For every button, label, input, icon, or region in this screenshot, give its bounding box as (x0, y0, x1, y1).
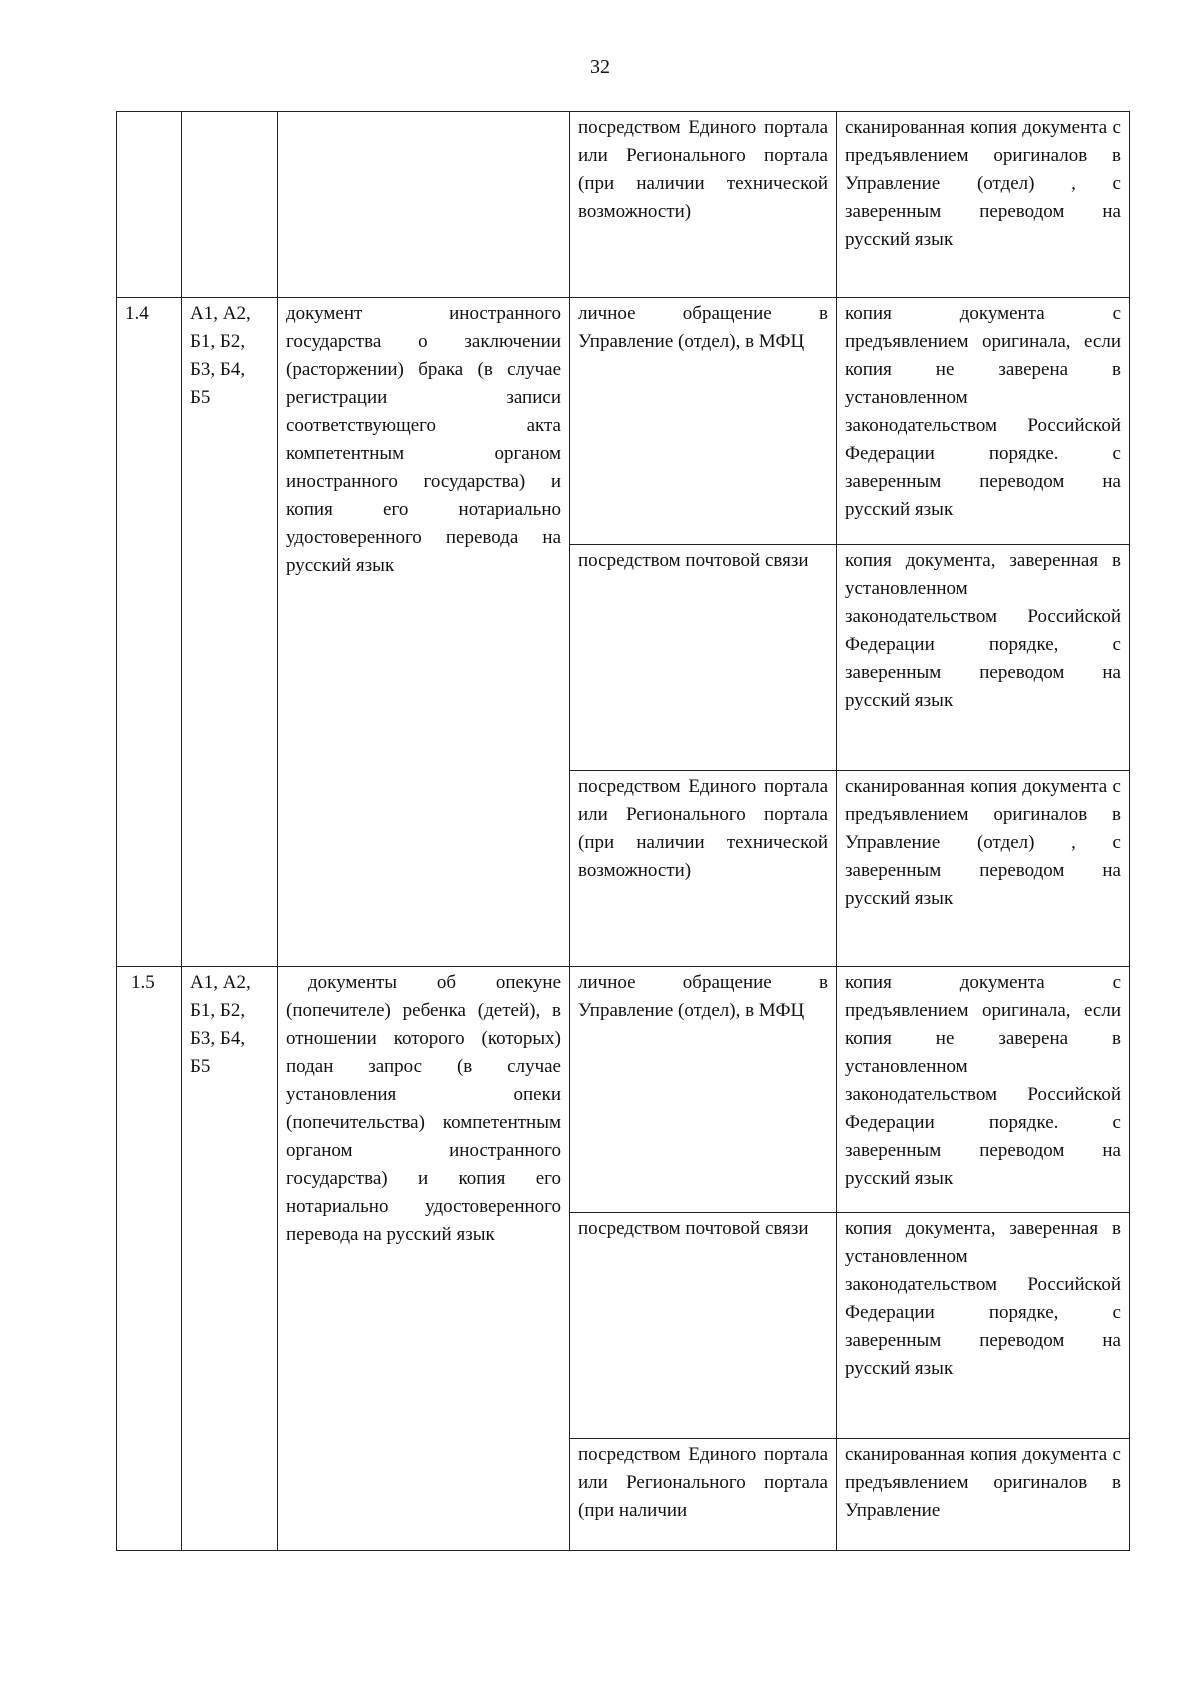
row-number-cell: 1.4 (117, 298, 182, 967)
document-form-cell: копия документа с предъявлением оригинала, если копия не заверена в установленном законодательством Российской Федерации порядке. с заверенным переводом на русский язык (837, 298, 1130, 545)
page-number: 32 (590, 56, 610, 78)
submission-method-cell: личное обращение в Управление (отдел), в МФЦ (570, 967, 837, 1213)
submission-method-cell: посредством почтовой связи (570, 1213, 837, 1439)
submission-method-cell: личное обращение в Управление (отдел), в МФЦ (570, 298, 837, 545)
submission-method-cell: посредством почтовой связи (570, 545, 837, 771)
document-form-cell: сканированная копия документа с предъявлением оригиналов в Управление (отдел) , с заверенным переводом на русский язык (837, 112, 1130, 298)
row-number-cell (117, 112, 182, 298)
table-row (117, 298, 1130, 545)
document-cell: документ иностранного государства о заключении (расторжении) брака (в случае регистрации записи соответствующего акта компетентным органом иностранного государства) и копия его нотариально удостоверенного перевода на русский язык (278, 298, 570, 967)
document-cell (278, 112, 570, 298)
table-row (117, 967, 1130, 1213)
document-form-cell: сканированная копия документа с предъявлением оригиналов в Управление (отдел) , с заверенным переводом на русский язык (837, 771, 1130, 967)
table-row (117, 112, 1130, 298)
documents-table (116, 111, 1130, 1551)
document-form-cell: копия документа с предъявлением оригинала, если копия не заверена в установленном законодательством Российской Федерации порядке. с заверенным переводом на русский язык (837, 967, 1130, 1213)
submission-method-cell: посредством Единого портала или Регионального портала (при наличии (570, 1439, 837, 1551)
document-form-cell: копия документа, заверенная в установленном законодательством Российской Федерации порядке, с заверенным переводом на русский язык (837, 1213, 1130, 1439)
document-form-cell: сканированная копия документа с предъявлением оригиналов в Управление (837, 1439, 1130, 1551)
categories-cell: А1, А2, Б1, Б2, Б3, Б4, Б5 (182, 967, 278, 1551)
categories-cell (182, 112, 278, 298)
submission-method-cell: посредством Единого портала или Регионального портала (при наличии технической возможности) (570, 112, 837, 298)
submission-method-cell: посредством Единого портала или Регионального портала (при наличии технической возможности) (570, 771, 837, 967)
row-number-cell: 1.5 (117, 967, 182, 1551)
document-cell: документы об опекуне (попечителе) ребенка (детей), в отношении которого (которых) подан запрос (в случае установления опеки (попечительства) компетентным органом иностранного государства) и копия его нотариально удостоверенного перевода на русский язык (278, 967, 570, 1551)
document-form-cell: копия документа, заверенная в установленном законодательством Российской Федерации порядке, с заверенным переводом на русский язык (837, 545, 1130, 771)
categories-cell: А1, А2, Б1, Б2, Б3, Б4, Б5 (182, 298, 278, 967)
